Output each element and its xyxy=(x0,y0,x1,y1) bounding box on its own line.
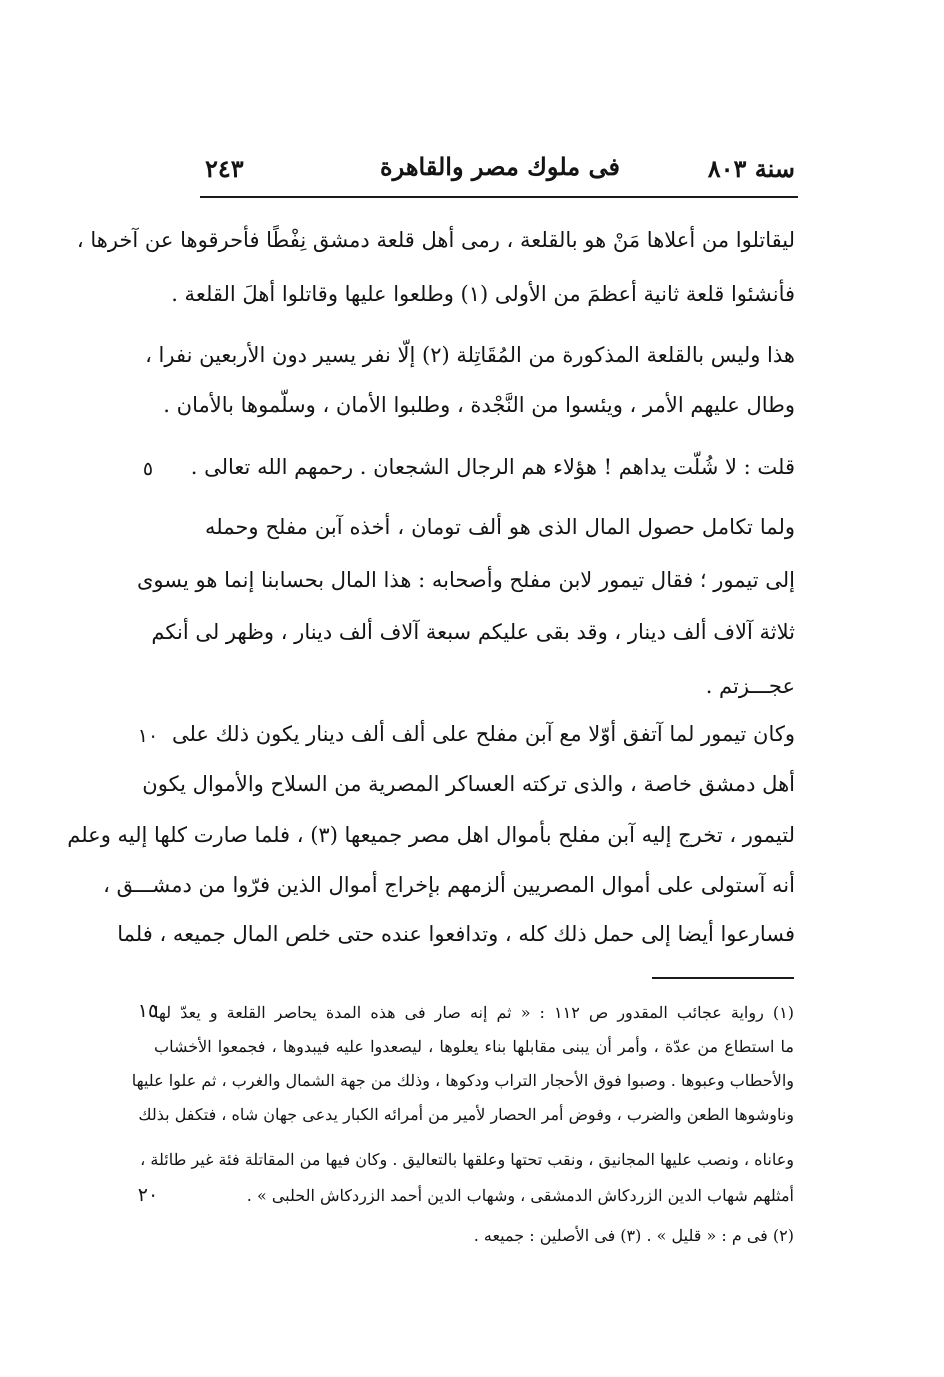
margin-line-number: ٢٠ xyxy=(137,1184,159,1206)
text-line: هذا وليس بالقلعة المذكورة من المُقَاتِلة (٢) إلّا نفر يسير دون الأربعين نفرا ، xyxy=(145,343,795,367)
text-line: ولما تكامل حصول المال الذى هو ألف تومان ، أخذه آبن مفلح وحمله xyxy=(205,515,795,539)
text-line: ليقاتلوا من أعلاها مَنْ هو بالقلعة ، رمى أهل قلعة دمشق نِفْطًا فأحرقوها عن آخرها ، xyxy=(76,228,795,252)
footnote-line: وعاناه ، ونصب عليها المجانيق ، ونقب تحتها وعلقها بالتعاليق . وكان فيها من المقاتلة فئة غير طائلة ، xyxy=(140,1150,794,1169)
header-year: سنة ٨٠٣ xyxy=(707,154,795,183)
text-line: وكان تيمور لما آتفق أوّلا مع آبن مفلح على ألف ألف دينار يكون ذلك على xyxy=(171,722,795,746)
text-line: فأنشئوا قلعة ثانية أعظمَ من الأولى (١) وطلعوا عليها وقاتلوا أهلَ القلعة . xyxy=(171,282,795,306)
text-line: أنه آستولى على أموال المصريين ألزمهم بإخراج أموال الذين فرّوا من دمشـــق ، xyxy=(103,873,795,897)
footnote-line: والأحطاب وعبوها . وصبوا فوق الأحجار التراب ودكوها ، وذلك من جهة الشمال والغرب ، ثم علوا عليها xyxy=(131,1071,794,1090)
margin-line-number: ١٥ xyxy=(137,1000,159,1022)
margin-line-number: ٥ xyxy=(142,458,154,480)
footnote-line: (٢) فى م : « قليل » . (٣) فى الأصلين : جميعه . xyxy=(473,1226,794,1245)
text-line: فسارعوا أيضا إلى حمل ذلك كله ، وتدافعوا عنده حتى خلص المال جميعه ، فلما xyxy=(117,922,795,946)
margin-line-number: ١٠ xyxy=(137,725,159,747)
header-title: فى ملوك مصر والقاهرة xyxy=(380,152,620,181)
footnote-line: ما استطاع من عدّة ، وأمر أن يبنى مقابلها بناء يعلوها ، ليصعدوا عليه فيبدوها ، فجمعوا الأخشاب xyxy=(154,1037,794,1056)
footnote-line: (١) رواية عجائب المقدور ص ١١٢ : « ثم إنه صار فى هذه المدة يحاصر القلعة و يعدّ لها xyxy=(154,1003,794,1022)
text-line: إلى تيمور ؛ فقال تيمور لابن مفلح وأصحابه : هذا المال بحسابنا إنما هو يسوى xyxy=(136,568,795,592)
text-line: عجـــزتم . xyxy=(705,674,795,698)
footnote-line: وناوشوها الطعن والضرب ، وفوض أمر الحصار لأمير من أمرائه الكبار يدعى جهان شاه ، فتكفل بذلك xyxy=(138,1105,794,1124)
running-header xyxy=(205,148,795,192)
header-rule xyxy=(200,196,798,198)
text-line: أهل دمشق خاصة ، والذى تركته العساكر المصرية من السلاح والأموال يكون xyxy=(142,772,795,796)
text-line: وطال عليهم الأمر ، ويئسوا من النَّجْدة ، وطلبوا الأمان ، وسلّموها بالأمان . xyxy=(163,393,795,417)
text-line: ثلاثة آلاف ألف دينار ، وقد بقى عليكم سبعة آلاف ألف دينار ، وظهر لى أنكم xyxy=(151,620,795,644)
text-line: لتيمور ، تخرج إليه آبن مفلح بأموال اهل مصر جميعها (٣) ، فلما صارت كلها إليه وعلم xyxy=(67,823,795,847)
footnote-line: أمثلهم شهاب الدين الزردكاش الدمشقى ، وشهاب الدين أحمد الزردكاش الحلبى » . xyxy=(246,1186,794,1205)
footnote-rule xyxy=(652,977,794,979)
page-number: ٢٤٣ xyxy=(205,154,244,183)
text-line: قلت : لا شُلّت يداهم ! هؤلاء هم الرجال الشجعان . رحمهم الله تعالى . xyxy=(190,455,795,479)
